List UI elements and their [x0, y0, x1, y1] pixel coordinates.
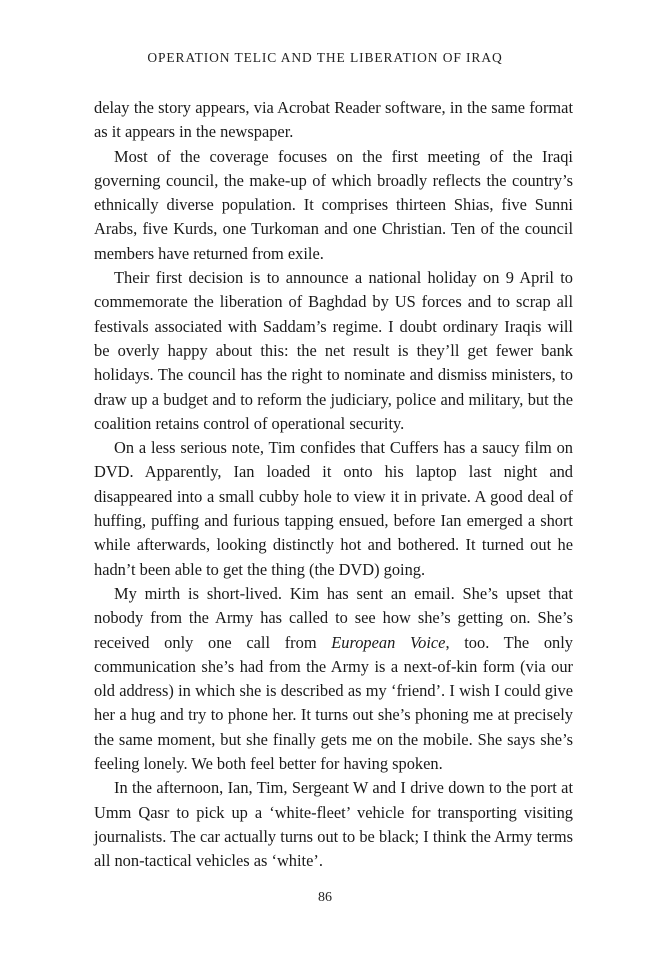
paragraph	[94, 582, 573, 776]
paragraph: Their first decision is to announce a national holiday on 9 April to commemorate the liberation of Baghdad by US forces and to scrap all festivals associated with Saddam’s regime. I doubt ordinary Iraqis will be overly happy about this: the net result is they’ll get fewer bank holidays. The council has the right to nominate and dismiss ministers, to draw up a budget and to reform the judiciary, police and military, but the coalition retains control of operational security.	[94, 268, 573, 433]
paragraph: In the afternoon, Ian, Tim, Sergeant W and I drive down to the port at Umm Qasr to pick up a ‘white-fleet’ vehicle for transporting visiting journalists. The car actually turns out to be black; I think the Army terms all non-tactical vehicles as ‘white’.	[94, 778, 573, 871]
page-number: 86	[318, 890, 332, 905]
paragraph-text: My mirth is short-lived. Kim has sent an email. She’s upset that nobody from the Army has called to see how she’s getting on. She’s received only one call from	[94, 583, 573, 652]
publication-title: European Voice	[331, 632, 446, 652]
paragraph-continued: delay the story appears, via Acrobat Reader software, in the same format as it appears in the newspaper.	[94, 98, 573, 142]
paragraph-text: , too. The only communication she’s had from the Army is a next-of-kin form (via our old address) in which she is described as my ‘friend’. I wish I could give her a hug and try to phone her. It turns out she’s phoning me at precisely the same moment, but she finally gets me on the mobile. She says she’s feeling lonely. We both feel better for having spoken.	[94, 632, 573, 774]
body-text	[94, 96, 573, 874]
paragraph: On a less serious note, Tim confides that Cuffers has a saucy film on DVD. Apparently, Ian loaded it onto his laptop last night and disappeared into a small cubby hole to view it in private. A good deal of huffing, puffing and furious tapping ensued, before Ian emerged a short while afterwards, looking distinctly hot and bothered. It turned out he hadn’t been able to get the thing (the DVD) going.	[94, 438, 573, 579]
paragraph: Most of the coverage focuses on the first meeting of the Iraqi governing council, the make-up of which broadly reflects the country’s ethnically diverse population. It comprises thirteen Shias, five Sunni Arabs, five Kurds, one Turkoman and one Christian. Ten of the council members have returned from exile.	[94, 146, 573, 263]
running-head: OPERATION TELIC AND THE LIBERATION OF IRAQ	[147, 50, 503, 65]
